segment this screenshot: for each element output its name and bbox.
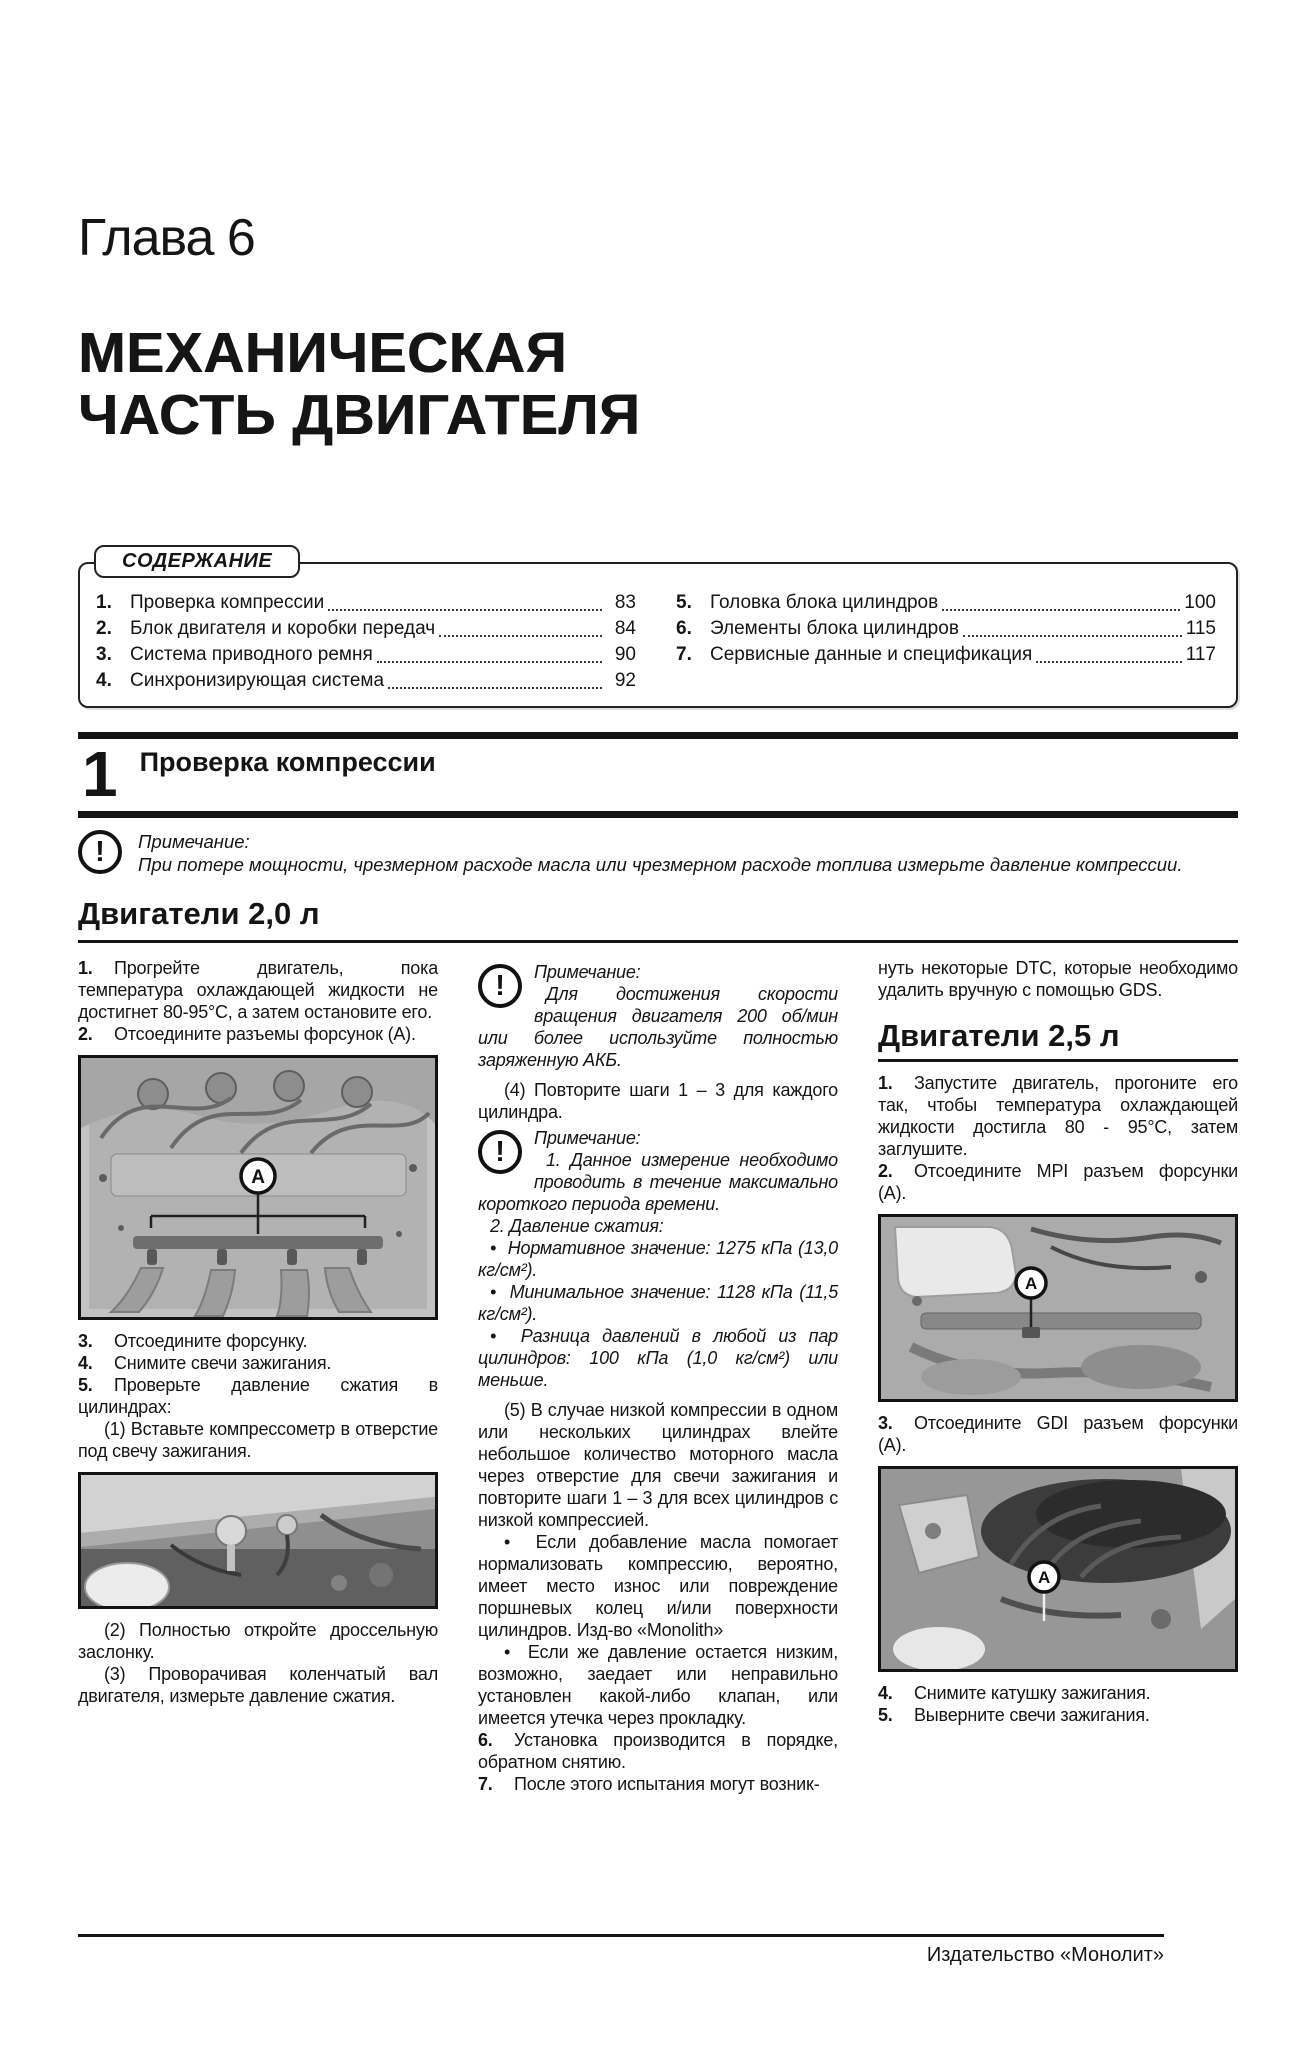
toc-column-left <box>96 590 636 694</box>
bullet-item: • Если же давление остается низким, возможно, заедает или неправильно установлен какой-либо клапан, или имеется утечка через прокладку. <box>478 1642 838 1728</box>
note <box>478 1127 838 1391</box>
procedure-substep: (5) В случае низкой компрессии в одном или нескольких цилиндрах влейте небольшое количество моторного масла через отверстие для свечи зажигания и повторите шаги 1 – 3 для всех цилиндров с низкой компрессией. <box>478 1400 838 1530</box>
figure-engine-25-mpi-connector <box>878 1214 1238 1402</box>
column-1 <box>78 957 438 1795</box>
procedure-step: 1. Прогрейте двигатель, пока температура охлаждающей жидкости не достигнет 80-95°С, а затем остановите его. <box>78 958 438 1022</box>
page-title-line2: ЧАСТЬ ДВИГАТЕЛЯ <box>78 383 641 447</box>
step-number: 6. <box>478 1730 493 1750</box>
procedure-step: 4. Снимите катушку зажигания. <box>878 1683 1151 1704</box>
note-body: При потере мощности, чрезмерном расходе масла или чрезмерном расходе топлива измерьте давление компрессии. <box>138 854 1183 875</box>
toc-item: 1. Проверка компрессии 83 <box>96 592 636 613</box>
procedure-substep: (2) Полностью откройте дроссельную заслонку. <box>78 1620 438 1662</box>
step-number: 2. <box>878 1161 893 1182</box>
step-number: 7. <box>478 1774 493 1794</box>
note-label: Примечание: <box>138 831 250 852</box>
section-header <box>78 732 1238 818</box>
note-label: Примечание: <box>534 1128 641 1148</box>
procedure-step: 3. Отсоедините GDI разъем форсунки (А). <box>878 1413 1238 1456</box>
column-3 <box>878 957 1238 1795</box>
table-of-contents <box>78 550 1238 708</box>
step-number: 3. <box>878 1413 893 1434</box>
step-number: 5. <box>78 1375 93 1395</box>
warning-note-icon: ! <box>478 964 522 1008</box>
toc-item: 2. Блок двигателя и коробки передач 84 <box>96 618 636 639</box>
procedure-step: 3. Отсоедините форсунку. <box>78 1331 308 1351</box>
chapter-label: Глава 6 <box>78 209 255 267</box>
bullet-item: • Если добавление масла помогает нормализовать компрессию, вероятно, имеет место износ или повреждение поршневых колец и/или поверхности цилиндров. Изд-во «Monolith» <box>478 1532 838 1640</box>
step-number: 5. <box>878 1705 893 1726</box>
page-title <box>78 322 1238 446</box>
section-title: Проверка компрессии <box>139 747 436 777</box>
toc-item: 6. Элементы блока цилиндров 115 <box>676 618 1216 639</box>
svg-text:А: А <box>1024 1274 1038 1294</box>
manual-page <box>0 208 1300 1795</box>
procedure-step: 7. После этого испытания могут возник- <box>478 1774 820 1794</box>
step-number: 4. <box>78 1353 93 1373</box>
procedure-substep: (4) Повторите шаги 1 – 3 для каждого цилиндра. <box>478 1080 838 1122</box>
procedure-step: 4. Снимите свечи зажигания. <box>78 1353 332 1373</box>
note-line: • Минимальное значение: 1128 кПа (11,5 кг/см²). <box>478 1282 838 1324</box>
publisher-footer: Издательство «Монолит» <box>78 1934 1164 1967</box>
procedure-step: 6. Установка производится в порядке, обратном снятию. <box>478 1730 838 1772</box>
note-line: • Разница давлений в любой из пар цилиндров: 100 кПа (1,0 кг/см²) или меньше. <box>478 1326 838 1390</box>
three-column-body <box>78 957 1238 1795</box>
note <box>478 961 838 1071</box>
note-line: 1. Данное измерение необходимо проводить в течение максимально короткого периода времени. <box>478 1150 838 1214</box>
note-line: • Нормативное значение: 1275 кПа (13,0 кг/см²). <box>478 1238 838 1280</box>
step-number: 1. <box>878 1073 893 1094</box>
procedure-step: 2. Отсоедините MPI разъем форсунки (А). <box>878 1161 1238 1204</box>
figure-engine-25-gdi-connector <box>878 1466 1238 1672</box>
step-number: 3. <box>78 1331 93 1351</box>
procedure-substep: (3) Проворачивая коленчатый вал двигателя, измерьте давление сжатия. <box>78 1664 438 1706</box>
toc-item: 7. Сервисные данные и спецификация 117 <box>676 644 1216 665</box>
warning-note-icon: ! <box>78 830 122 874</box>
note-text <box>138 830 1182 876</box>
engines-25-heading: Двигатели 2,5 л <box>878 1019 1238 1062</box>
svg-text:А: А <box>1037 1568 1051 1588</box>
procedure-step: 1. Запустите двигатель, прогоните его так, чтобы температура охлаждающей жидкости достигла 80 - 95°С, затем заглушите. <box>878 1073 1238 1160</box>
procedure-step: 2. Отсоедините разъемы форсунок (А). <box>78 1024 416 1044</box>
step-number: 4. <box>878 1683 893 1704</box>
engines-20-heading-wrap <box>78 896 1238 943</box>
continued-text: нуть некоторые DTC, которые необходимо удалить вручную с помощью GDS. <box>878 958 1238 1000</box>
column-2 <box>478 957 838 1795</box>
toc-column-right <box>676 590 1216 694</box>
figure-engine-bay-spark-plug-well <box>78 1472 438 1609</box>
procedure-step: 5. Выверните свечи зажигания. <box>878 1705 1150 1726</box>
figure-engine-20-injector-connectors <box>78 1055 438 1320</box>
note <box>78 830 1238 876</box>
contents-label: СОДЕРЖАНИЕ <box>94 545 300 578</box>
step-number: 2. <box>78 1024 93 1044</box>
warning-note-icon: ! <box>478 1130 522 1174</box>
toc-item: 4. Синхронизирующая система 92 <box>96 670 636 691</box>
procedure-substep: (1) Вставьте компрессометр в отверстие под свечу зажигания. <box>78 1419 438 1461</box>
section-number: 1 <box>82 738 118 810</box>
procedure-step: 5. Проверьте давление сжатия в цилиндрах: <box>78 1375 438 1417</box>
note-label: Примечание: <box>534 962 641 982</box>
svg-text:А: А <box>251 1167 265 1188</box>
note-line: Для достижения скорости вращения двигателя 200 об/мин или более используйте полностью заряженную АКБ. <box>478 984 838 1070</box>
toc-item: 5. Головка блока цилиндров 100 <box>676 592 1216 613</box>
toc-item: 3. Система приводного ремня 90 <box>96 644 636 665</box>
page-title-line1: МЕХАНИЧЕСКАЯ <box>78 321 567 385</box>
step-number: 1. <box>78 958 93 978</box>
note-line: 2. Давление сжатия: <box>490 1216 664 1236</box>
engines-20-heading: Двигатели 2,0 л <box>78 896 320 931</box>
